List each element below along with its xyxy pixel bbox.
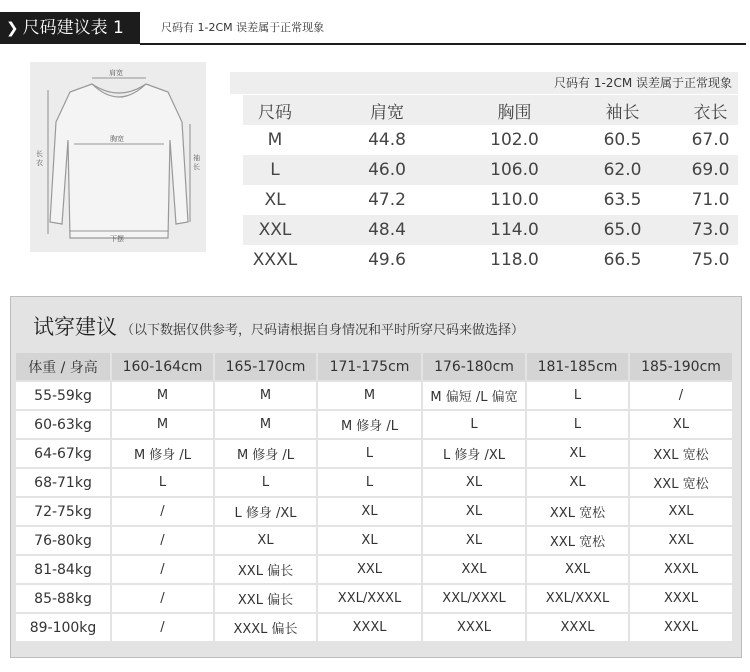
fit-guide-panel: [10, 296, 742, 658]
fit-guide-cell: /: [112, 556, 213, 583]
size-chart-row: [243, 215, 738, 245]
size-chart-cell: 46.0: [368, 160, 406, 180]
fit-guide-cell: /: [112, 614, 213, 641]
fit-guide-cell: M: [112, 382, 213, 409]
fit-guide-cell: XXXL: [630, 614, 732, 641]
fit-guide-cell: XXL 宽松: [527, 498, 628, 525]
fit-guide-cell: XL: [630, 411, 732, 438]
fit-guide-weight-cell: 81-84kg: [16, 556, 110, 583]
fit-guide-weight-cell: 60-63kg: [16, 411, 110, 438]
fit-guide-weight-cell: 68-71kg: [16, 469, 110, 496]
fit-guide-subtitle: （以下数据仅供参考，尺码请根据自身情况和平时所穿尺码来做选择）: [121, 323, 525, 338]
fit-guide-cell: L: [318, 440, 421, 467]
fit-guide-weight-cell: 64-67kg: [16, 440, 110, 467]
size-chart-note: 尺码有 1-2CM 误差属于正常现象: [230, 72, 738, 94]
fit-guide-cell: L: [318, 469, 421, 496]
fit-guide-table: [14, 351, 734, 643]
size-chart-row: [243, 245, 738, 275]
size-chart-cell: XL: [264, 190, 286, 210]
size-chart-cell: 48.4: [368, 220, 406, 240]
fit-guide-cell: XXL/XXXL: [527, 585, 628, 612]
fit-guide-cell: /: [112, 527, 213, 554]
fit-guide-cell: XXL: [318, 556, 421, 583]
fit-guide-weight-cell: 55-59kg: [16, 382, 110, 409]
size-chart-cell: 114.0: [490, 220, 539, 240]
fit-guide-cell: XXL 偏长: [215, 585, 316, 612]
fit-guide-cell: /: [630, 382, 732, 409]
size-chart-table: [243, 95, 738, 275]
fit-guide-cell: XXXL: [630, 585, 732, 612]
fit-guide-row: [16, 440, 732, 467]
fit-guide-cell: M 修身 /L: [318, 411, 421, 438]
fit-guide-row: [16, 469, 732, 496]
fit-guide-header-cell: 体重 / 身高: [16, 353, 110, 380]
size-chart-cell: 65.0: [603, 220, 642, 240]
size-chart-cell: 62.0: [603, 160, 642, 180]
fit-guide-cell: XL: [423, 469, 525, 496]
fit-guide-cell: XXL: [527, 556, 628, 583]
fit-guide-cell: XXL 宽松: [527, 527, 628, 554]
size-chart-cell: 47.2: [368, 190, 406, 210]
fit-guide-cell: M 修身 /L: [215, 440, 316, 467]
fit-guide-row: [16, 382, 732, 409]
fit-guide-row: [16, 411, 732, 438]
fit-guide-cell: XXXL: [318, 614, 421, 641]
fit-guide-cell: XL: [318, 498, 421, 525]
size-chart-header-cell: 肩宽: [370, 102, 404, 123]
fit-guide-weight-cell: 72-75kg: [16, 498, 110, 525]
fit-guide-header-row: [16, 353, 732, 380]
size-chart-header-row: [243, 95, 738, 125]
fit-guide-cell: XXL: [423, 556, 525, 583]
chevron-right-icon: ❯: [6, 19, 19, 37]
fit-guide-cell: M: [318, 382, 421, 409]
size-chart-cell: XXL: [258, 220, 292, 240]
size-chart-cell: 63.5: [603, 190, 642, 210]
fit-guide-cell: L: [215, 469, 316, 496]
size-chart-cell: XXXL: [252, 250, 298, 270]
size-chart-cell: 110.0: [490, 190, 539, 210]
size-chart-row: [243, 155, 738, 185]
fit-guide-weight-cell: 85-88kg: [16, 585, 110, 612]
size-chart-cell: 60.5: [603, 130, 642, 150]
fit-guide-header-cell: 160-164cm: [112, 353, 213, 380]
size-chart-cell: 66.5: [603, 250, 642, 270]
size-chart-cell: L: [270, 160, 280, 180]
fit-guide-cell: /: [112, 585, 213, 612]
fit-guide-cell: XXL 偏长: [215, 556, 316, 583]
fit-guide-cell: L: [112, 469, 213, 496]
sleeve-label: 袖长: [193, 154, 200, 171]
size-chart-cell: 69.0: [691, 160, 730, 180]
fit-guide-cell: XL: [215, 527, 316, 554]
size-chart-cell: 106.0: [490, 160, 539, 180]
fit-guide-cell: XXL: [630, 527, 732, 554]
length-label: 长衣: [36, 150, 43, 167]
shirt-outline-icon: [30, 62, 206, 252]
fit-guide-row: [16, 556, 732, 583]
fit-guide-row: [16, 498, 732, 525]
size-chart-row: [243, 125, 738, 155]
fit-guide-cell: XXXL: [527, 614, 628, 641]
fit-guide-cell: XL: [527, 440, 628, 467]
size-chart-cell: 102.0: [490, 130, 539, 150]
size-chart-header-cell: 衣长: [693, 102, 728, 123]
shoulder-label: 肩宽: [109, 69, 123, 77]
fit-guide-cell: XXL/XXXL: [423, 585, 525, 612]
fit-guide-cell: M: [215, 382, 316, 409]
fit-guide-header-cell: 185-190cm: [630, 353, 732, 380]
fit-guide-cell: XL: [318, 527, 421, 554]
hem-label: 下摆: [110, 235, 124, 243]
size-chart-cell: 44.8: [368, 130, 406, 150]
header-note: 尺码有 1-2CM 误差属于正常现象: [161, 21, 325, 34]
fit-guide-cell: XL: [423, 527, 525, 554]
garment-diagram: [30, 62, 206, 252]
size-chart-cell: 73.0: [691, 220, 730, 240]
section-header: [0, 12, 750, 44]
fit-guide-cell: L 修身 /XL: [423, 440, 525, 467]
fit-guide-cell: XXXL: [630, 556, 732, 583]
fit-guide-cell: L: [527, 411, 628, 438]
fit-guide-cell: XXXL 偏长: [215, 614, 316, 641]
fit-guide-cell: L: [423, 411, 525, 438]
fit-guide-cell: XXXL: [423, 614, 525, 641]
size-chart-header-cell: 袖长: [605, 102, 640, 123]
size-chart-cell: 71.0: [691, 190, 730, 210]
fit-guide-header-cell: 181-185cm: [527, 353, 628, 380]
header-divider: [140, 43, 746, 45]
fit-guide-cell: M: [215, 411, 316, 438]
fit-guide-heading: [33, 311, 524, 341]
fit-guide-title: 试穿建议: [33, 315, 117, 339]
size-chart-cell: 75.0: [691, 250, 730, 270]
fit-guide-cell: M 修身 /L: [112, 440, 213, 467]
fit-guide-cell: XXL: [630, 498, 732, 525]
section-title-tab: [0, 12, 140, 44]
fit-guide-weight-cell: 89-100kg: [16, 614, 110, 641]
fit-guide-cell: M 偏短 /L 偏宽: [423, 382, 525, 409]
size-chart-row: [243, 185, 738, 215]
section-title: 尺码建议表 1: [22, 18, 124, 38]
fit-guide-cell: XL: [527, 469, 628, 496]
fit-guide-cell: L 修身 /XL: [215, 498, 316, 525]
fit-guide-header-cell: 171-175cm: [318, 353, 421, 380]
size-chart-cell: 49.6: [368, 250, 406, 270]
size-chart-cell: 118.0: [490, 250, 539, 270]
fit-guide-cell: /: [112, 498, 213, 525]
fit-guide-cell: L: [527, 382, 628, 409]
size-chart-header-cell: 胸围: [497, 102, 532, 123]
size-chart-cell: M: [267, 130, 283, 150]
fit-guide-cell: XXL 宽松: [630, 440, 732, 467]
fit-guide-cell: XXL 宽松: [630, 469, 732, 496]
size-chart-cell: 67.0: [691, 130, 730, 150]
fit-guide-header-cell: 165-170cm: [215, 353, 316, 380]
fit-guide-row: [16, 585, 732, 612]
fit-guide-row: [16, 527, 732, 554]
fit-guide-cell: XL: [423, 498, 525, 525]
chest-label: 胸宽: [110, 135, 124, 143]
size-chart-header-cell: 尺码: [258, 102, 292, 123]
fit-guide-cell: XXL/XXXL: [318, 585, 421, 612]
fit-guide-row: [16, 614, 732, 641]
fit-guide-cell: M: [112, 411, 213, 438]
fit-guide-weight-cell: 76-80kg: [16, 527, 110, 554]
fit-guide-header-cell: 176-180cm: [423, 353, 525, 380]
